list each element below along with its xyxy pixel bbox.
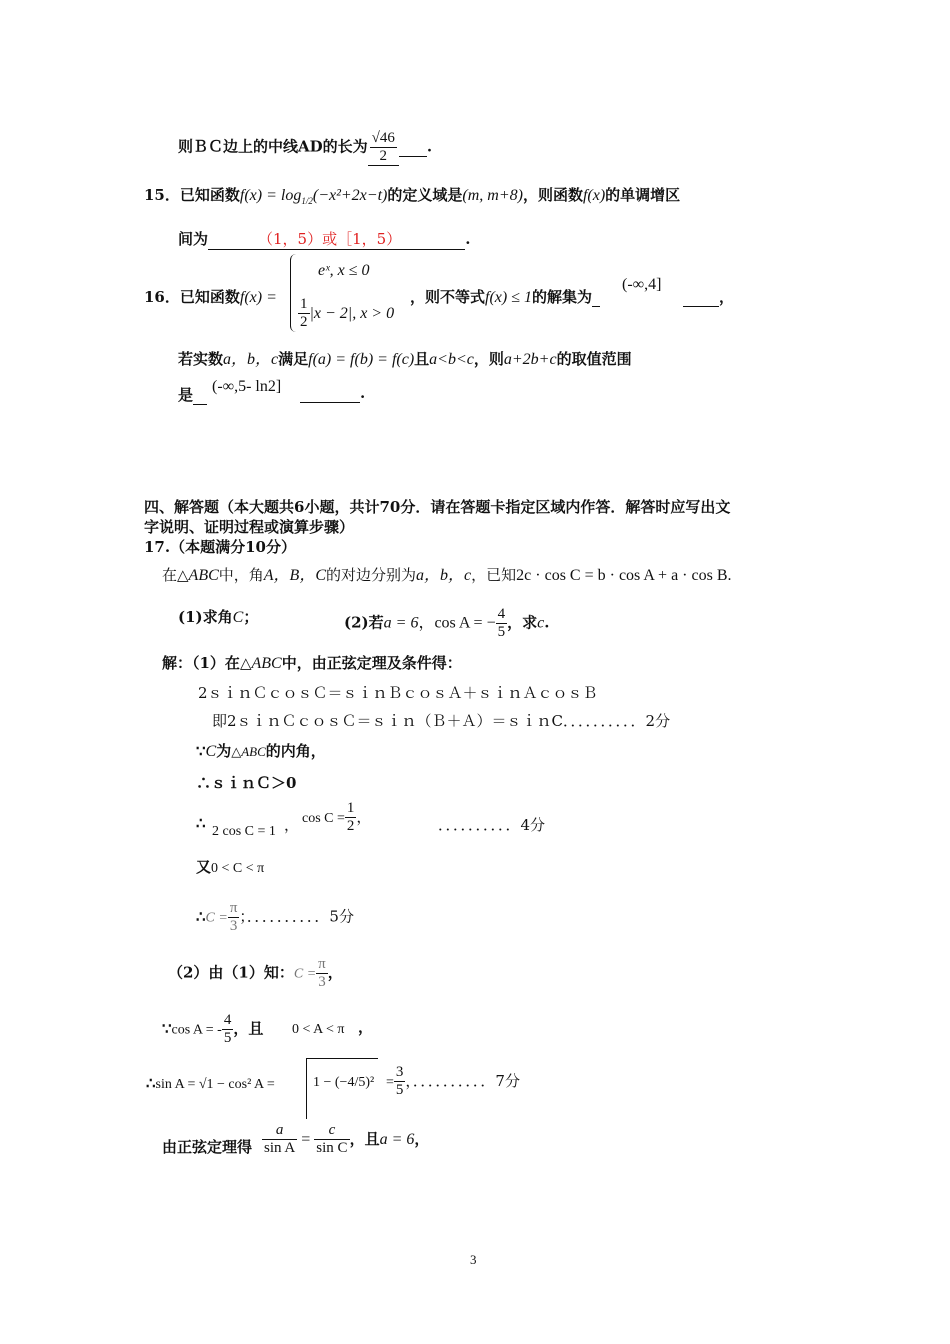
section4-title-line2: 字说明、证明过程或演算步骤） — [144, 518, 355, 536]
q16-line1: 16．已知函数f(x) = — [144, 288, 277, 306]
q15-function-def: $f(x) = \log_{1/2}(-x^2+2x-t)$ — [239, 187, 388, 207]
sol-line1: 解：（1）在△ABC中，由正弦定理及条件得： — [162, 654, 462, 672]
q14-answer-den: 2 — [379, 148, 388, 164]
sol-line4: ∵C为△ABC的内角， — [196, 742, 326, 760]
q16-case1: eˣ, x ≤ 0 — [318, 262, 370, 279]
q15-line1: 15．已知函数$f(x) = \log_{1/2}(-x^2+2x-t)$的定义域是(m, m+8)，则函数f(x)的单调增区 — [144, 186, 681, 207]
q16-answer2: (-∞,5- ln2] — [212, 378, 282, 395]
q15-line2: 间为 （1，5）或［1，5） . — [178, 230, 471, 248]
q14-answer-num: √46 — [371, 130, 395, 146]
sol-line8: ∴C = $\frac{\pi}{3}$ ；．．．．．．．．．．5分 — [196, 900, 354, 934]
sol-line7: 又0 < C < π — [196, 858, 265, 876]
sol-sine-law: $\frac{a}{\text{sin A}}$ = $\frac{c}{\text{sin C}}$ ，且a = 6， — [264, 1122, 430, 1156]
q16-line1-cont: ，则不等式f(x) ≤ 1的解集为 — [410, 286, 600, 307]
section4-title-line1: 四、解答题（本大题共6小题，共计70分．请在答题卡指定区域内作答．解答时应写出文 — [144, 498, 731, 516]
q14-text: 则ＢＣ边上的中线AD的长为 — [178, 137, 368, 156]
q17-header: 17.（本题满分10分） — [144, 538, 296, 556]
sol-line2: 2ｓｉｎＣｃｏｓＣ＝ｓｉｎＢｃｏｓＡ＋ｓｉｎＡｃｏｓＢ — [198, 684, 598, 702]
sol-line11: ∴sin A = √1 − cos² A = — [146, 1074, 275, 1092]
sol-cos-c-half: cos C = $\frac{1}{2}$ ， — [302, 800, 372, 834]
q16-line3: 是 — [178, 384, 207, 405]
sol-line5: ∴ｓｉｎＣ＞0 — [196, 774, 297, 792]
q14-answer-fraction — [370, 130, 397, 165]
q17-part1: (1)求角C； — [178, 608, 259, 626]
sol-line10: ∵cos A = - $\frac{4}{5}$ ，且 — [162, 1012, 264, 1046]
sol-line6: ∴ — [196, 814, 206, 832]
q15-log-base: 1/2 — [301, 196, 313, 207]
q17-part2: (2)若a = 6，cos A = − $\frac{4}{5}$ ，求c. — [344, 606, 550, 640]
q16-case2: $\frac{1}{2}$ |x − 2|, x > 0 — [300, 296, 395, 330]
q16-number: 16． — [144, 288, 180, 306]
sol-line9: （2）由（1）知：C = $\frac{\pi}{3}$ ， — [168, 956, 343, 990]
sol-radical: 1 − (−4/5)² — [306, 1058, 378, 1119]
q15-domain: (m, m+8) — [462, 187, 523, 204]
q17-stem: 在△ABC中，角A，B，C的对边分别为a，b，c，已知2c · cos C = b · cos A + a · cos B. — [162, 566, 732, 584]
sol-sin-result: = $\frac{3}{5}$ ，．．．．．．．．．．7分 — [386, 1064, 520, 1098]
q16-answer1: (-∞,4] — [622, 276, 662, 293]
q15-answer: （1，5）或［1，5） — [258, 230, 402, 248]
q17-equation: 2c · cos C = b · cos A + a · cos B. — [516, 567, 732, 584]
q15-number: 15． — [144, 186, 180, 204]
sol-line12: 由正弦定理得 — [162, 1138, 253, 1156]
score-5: ；．．．．．．．．．．5分 — [239, 907, 354, 926]
page-number: 3 — [470, 1252, 477, 1267]
sol-line3: 即2ｓｉｎＣｃｏｓＣ＝ｓｉｎ（Ｂ＋Ａ）＝ｓｉｎC．．．．．．．．．．2分 — [212, 712, 671, 730]
score-7: ，．．．．．．．．．．7分 — [405, 1072, 520, 1090]
q14-tail: 则ＢＣ边上的中线AD的长为 $\frac{√46}{2}$ . — [178, 130, 433, 164]
score-4: ．．．．．．．．．．4分 — [438, 816, 546, 834]
q16-line2: 若实数a，b，c满足f(a) = f(b) = f(c)且a<b<c，则a+2b+c的取值范围 — [178, 350, 632, 368]
